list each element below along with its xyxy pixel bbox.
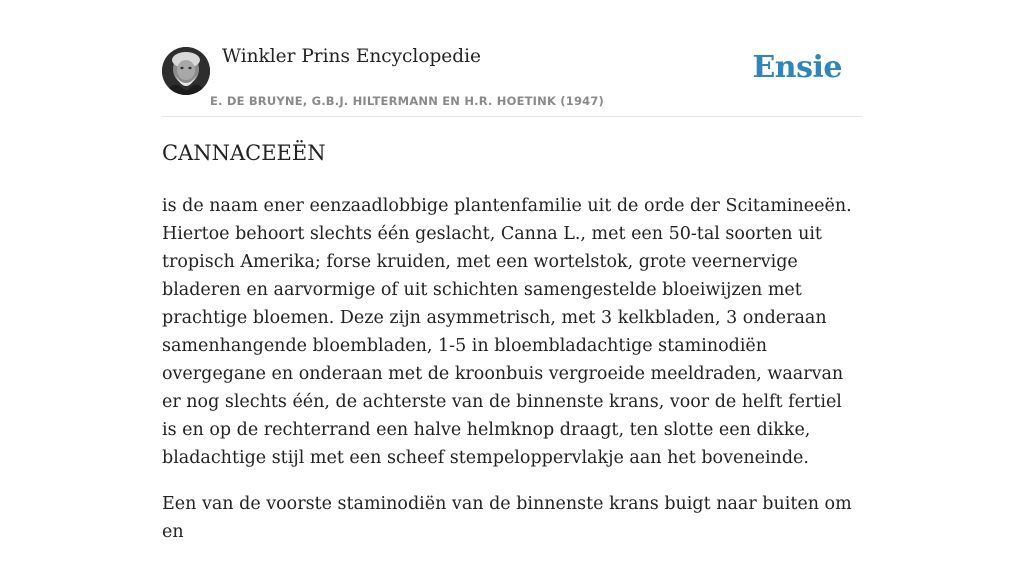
paragraph: is de naam ener eenzaadlobbige plantenfamilie uit de orde der Scitamineeën. Hiertoe behoort slechts één geslacht, Canna L., met een 50-tal soorten uit tropisch Amerika; forse kruiden, met een wortelstok, grote veernervige bladeren en aarvormige of uit schichten samengestelde bloeiwijzen met prachtige bloemen. Deze zijn asymmetrisch, met 3 kelkbladen, 3 onderaan samenhangende bloembladen, 1-5 in bloembladachtige staminodiën overgegane en onderaan met de kroonbuis vergroeide meeldraden, waarvan er nog slechts één, de achterste van de binnenste krans, voor de helft fertiel is en op de rechterrand een halve helmknop draagt, ten slotte een dikke, bladachtige stijl met een scheef stempeloppervlakje aan het boveneinde. [162, 196, 852, 468]
page [162, 0, 862, 542]
entry-title: CANNACEEËN [162, 141, 326, 165]
source-title[interactable]: Winkler Prins Encyclopedie [222, 46, 481, 67]
brand-logo[interactable]: Ensie [752, 50, 842, 85]
header [162, 0, 862, 117]
authors-line: E. DE BRUYNE, G.B.J. HILTERMANN EN H.R. HOETINK (1947) [210, 94, 605, 108]
paragraph: Een van de voorste staminodiën van de binnenste krans buigt naar buiten om en [162, 494, 852, 542]
avatar[interactable] [162, 47, 210, 95]
entry-body [162, 192, 862, 564]
author-portrait-icon [162, 47, 210, 95]
